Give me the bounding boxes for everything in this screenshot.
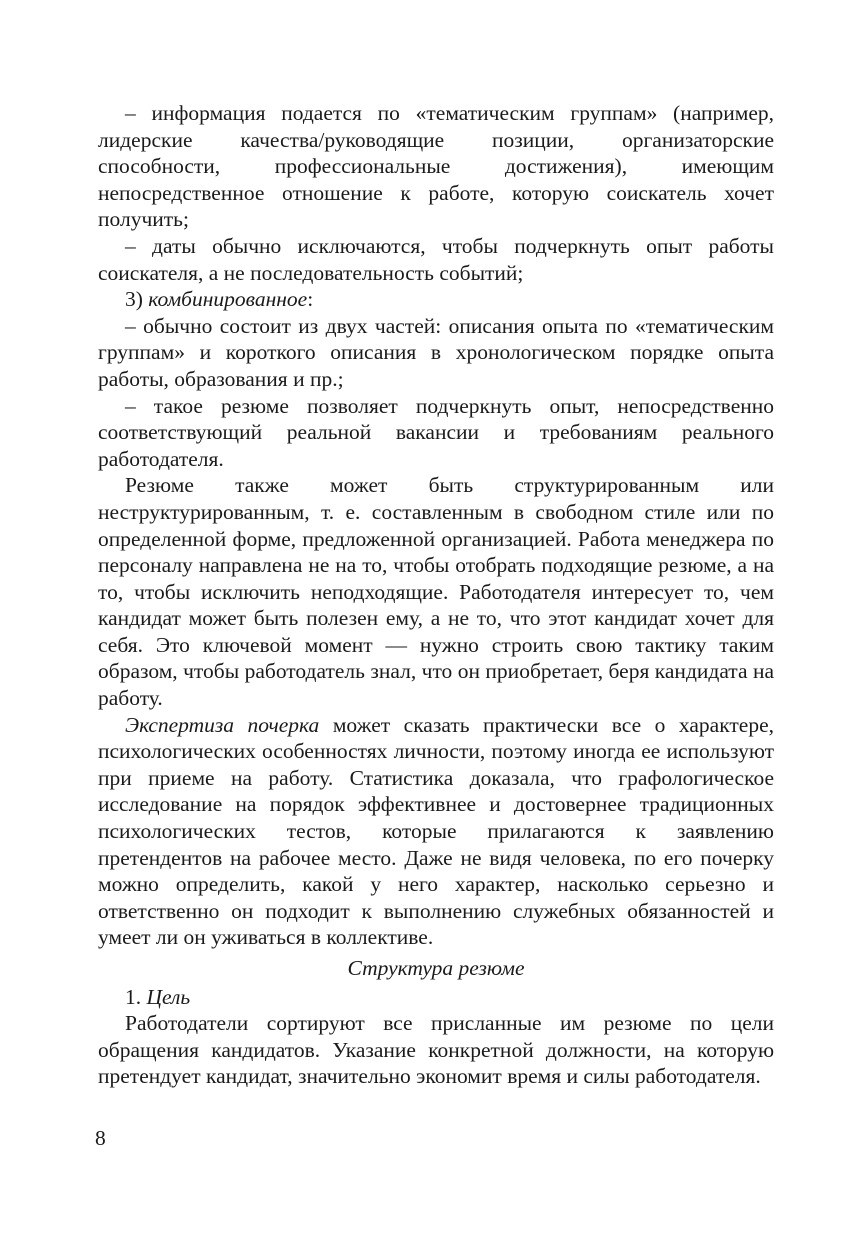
paragraph-structured: Резюме также может быть структурированным или неструктурированным, т. е. составленным в свободном стиле или по определенной форме, предложенной организацией. Работа менеджера по персоналу направлена не на то, чтобы отобрать подходящие резюме, а на то, чтобы исключить неподходящие. Работодателя интересует то, чем кандидат может быть полезен ему, а не то, что этот кандидат хочет для себя. Это ключевой момент — нужно строить свою тактику таким образом, чтобы работодатель знал, что он приобретает, беря кандидата на работу. — [98, 473, 774, 711]
emphasis-term: Экспертиза почерка — [125, 712, 320, 737]
list-item-combined — [98, 286, 774, 313]
list-number: 3) — [125, 287, 149, 312]
paragraph-handwriting — [98, 712, 774, 951]
paragraph-two-parts: – обычно состоит из двух частей: описания опыта по «тематическим группам» и короткого описания в хронологическом порядке опыта работы, образования и пр.; — [98, 313, 774, 391]
paragraph-thematic-groups: – информация подается по «тематическим группам» (например, лидерские качества/руководящие позиции, организаторские способности, профессиональные достижения), имеющим непосредственное отношение к работе, которую соискатель хочет получить; — [98, 101, 774, 232]
paragraph-emphasize-experience: – такое резюме позволяет подчеркнуть опыт, непосредственно соответствующий реальной вакансии и требованиям реального работодателя. — [98, 393, 774, 471]
paragraph-dates-excluded: – даты обычно исключаются, чтобы подчеркнуть опыт работы соискателя, а не последовательность событий; — [98, 233, 774, 285]
subsection-number: 1. — [125, 984, 147, 1009]
list-colon: : — [307, 287, 314, 312]
page-body — [98, 100, 774, 1090]
subsection-heading — [98, 984, 774, 1011]
subsection-title: Цель — [146, 984, 191, 1009]
paragraph-goal: Работодатели сортируют все присланные им резюме по цели обращения кандидатов. Указание конкретной должности, на которую претендует кандидат, значительно экономит время и силы работодателя. — [98, 1011, 774, 1089]
section-heading: Структура резюме — [347, 956, 525, 980]
page-number: 8 — [95, 1126, 106, 1150]
list-term: комбинированное — [148, 287, 308, 312]
paragraph-text: может сказать практически все о характере, психологических особенностях личности, поэтому иногда ее используют при приеме на работу. Статистика доказала, что графологическое исследование на порядок эффективнее и достовернее традиционных психологических тестов, которые прилагаются к заявлению претендентов на рабочее место. Даже не видя человека, по его почерку можно определить, какой у него характер, насколько серьезно и ответственно он подходит к выполнению служебных обязанностей и умеет ли он уживаться в коллективе. — [98, 712, 774, 950]
